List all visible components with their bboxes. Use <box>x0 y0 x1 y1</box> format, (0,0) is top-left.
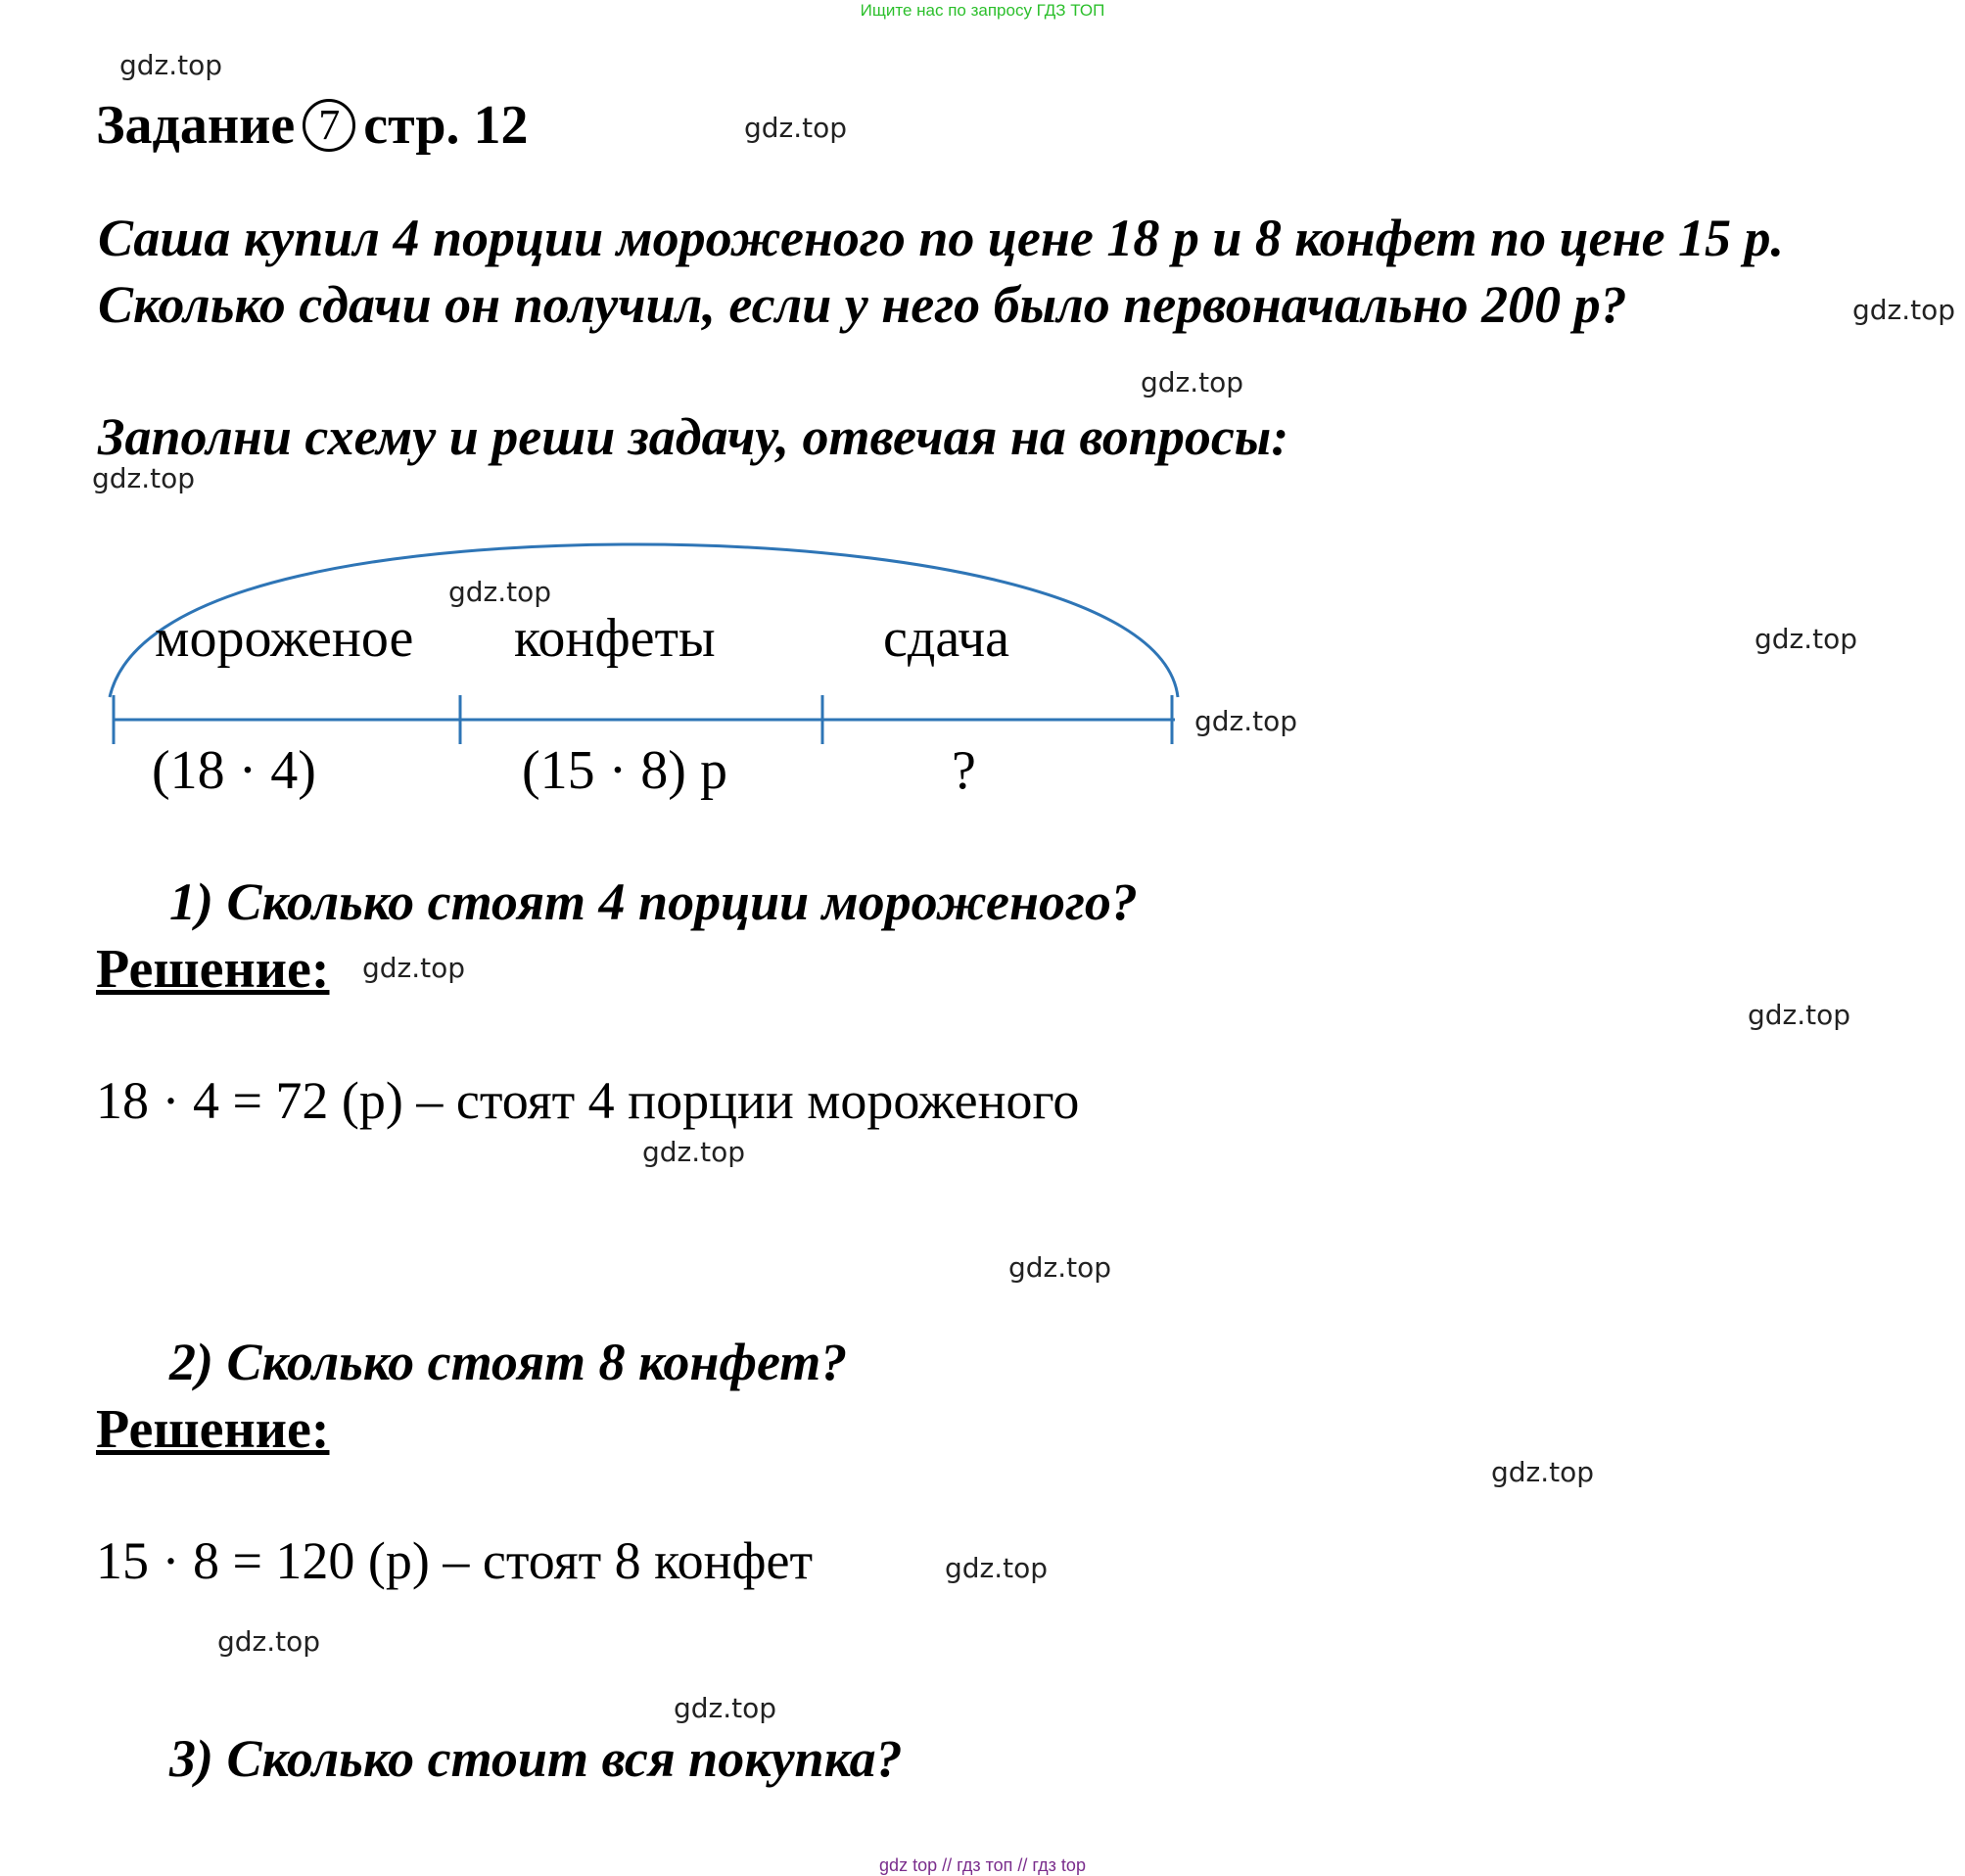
watermark: gdz.top <box>217 1625 321 1658</box>
scheme-value-icecream: (18 · 4) <box>152 740 316 801</box>
watermark: gdz.top <box>1141 366 1244 399</box>
question-1: 1) Сколько стоят 4 порции мороженого? <box>169 872 1138 931</box>
equation-1: 18 · 4 = 72 (р) – стоят 4 порции мороженого <box>96 1071 1080 1130</box>
watermark: gdz.top <box>1491 1456 1595 1488</box>
watermark: gdz.top <box>945 1552 1049 1584</box>
solution-label-1: Решение: <box>96 939 330 1000</box>
footer: gdz top // гдз топ // гдз top <box>879 1855 1086 1875</box>
watermark: gdz.top <box>1008 1251 1112 1284</box>
equation-2: 15 · 8 = 120 (р) – стоят 8 конфет <box>96 1531 814 1590</box>
watermark: gdz.top <box>92 462 196 494</box>
watermark: gdz.top <box>744 112 848 144</box>
watermark: gdz.top <box>1748 999 1851 1031</box>
watermark: gdz.top <box>1194 705 1298 737</box>
instruction: Заполни схему и реши задачу, отвечая на вопросы: <box>98 407 1289 466</box>
watermark: gdz.top <box>642 1136 746 1168</box>
task-number-circle: 7 <box>303 99 355 152</box>
solution-label-2: Решение: <box>96 1399 330 1460</box>
problem-line-1: Саша купил 4 порции мороженого по цене 18 р и 8 конфет по цене 15 р. <box>98 209 1785 267</box>
scheme-label-icecream: мороженое <box>155 608 414 669</box>
watermark: gdz.top <box>1754 623 1858 655</box>
scheme-label-candies: конфеты <box>514 608 716 669</box>
watermark: gdz.top <box>674 1692 777 1724</box>
scheme-value-change: ? <box>952 740 976 801</box>
watermark: gdz.top <box>119 49 223 81</box>
task-prefix: Задание <box>96 95 296 156</box>
problem-line-2: Сколько сдачи он получил, если у него было первоначально 200 р? <box>98 275 1627 334</box>
scheme-value-candies: (15 · 8) р <box>522 740 727 801</box>
watermark: gdz.top <box>362 952 466 984</box>
scheme-label-change: сдача <box>883 608 1009 669</box>
task-page: стр. 12 <box>363 95 529 156</box>
top-banner: Ищите нас по запросу ГДЗ ТОП <box>860 1 1105 20</box>
question-3: 3) Сколько стоит вся покупка? <box>169 1729 903 1788</box>
watermark: gdz.top <box>448 576 552 608</box>
watermark: gdz.top <box>1852 294 1956 326</box>
question-2: 2) Сколько стоят 8 конфет? <box>169 1333 848 1391</box>
